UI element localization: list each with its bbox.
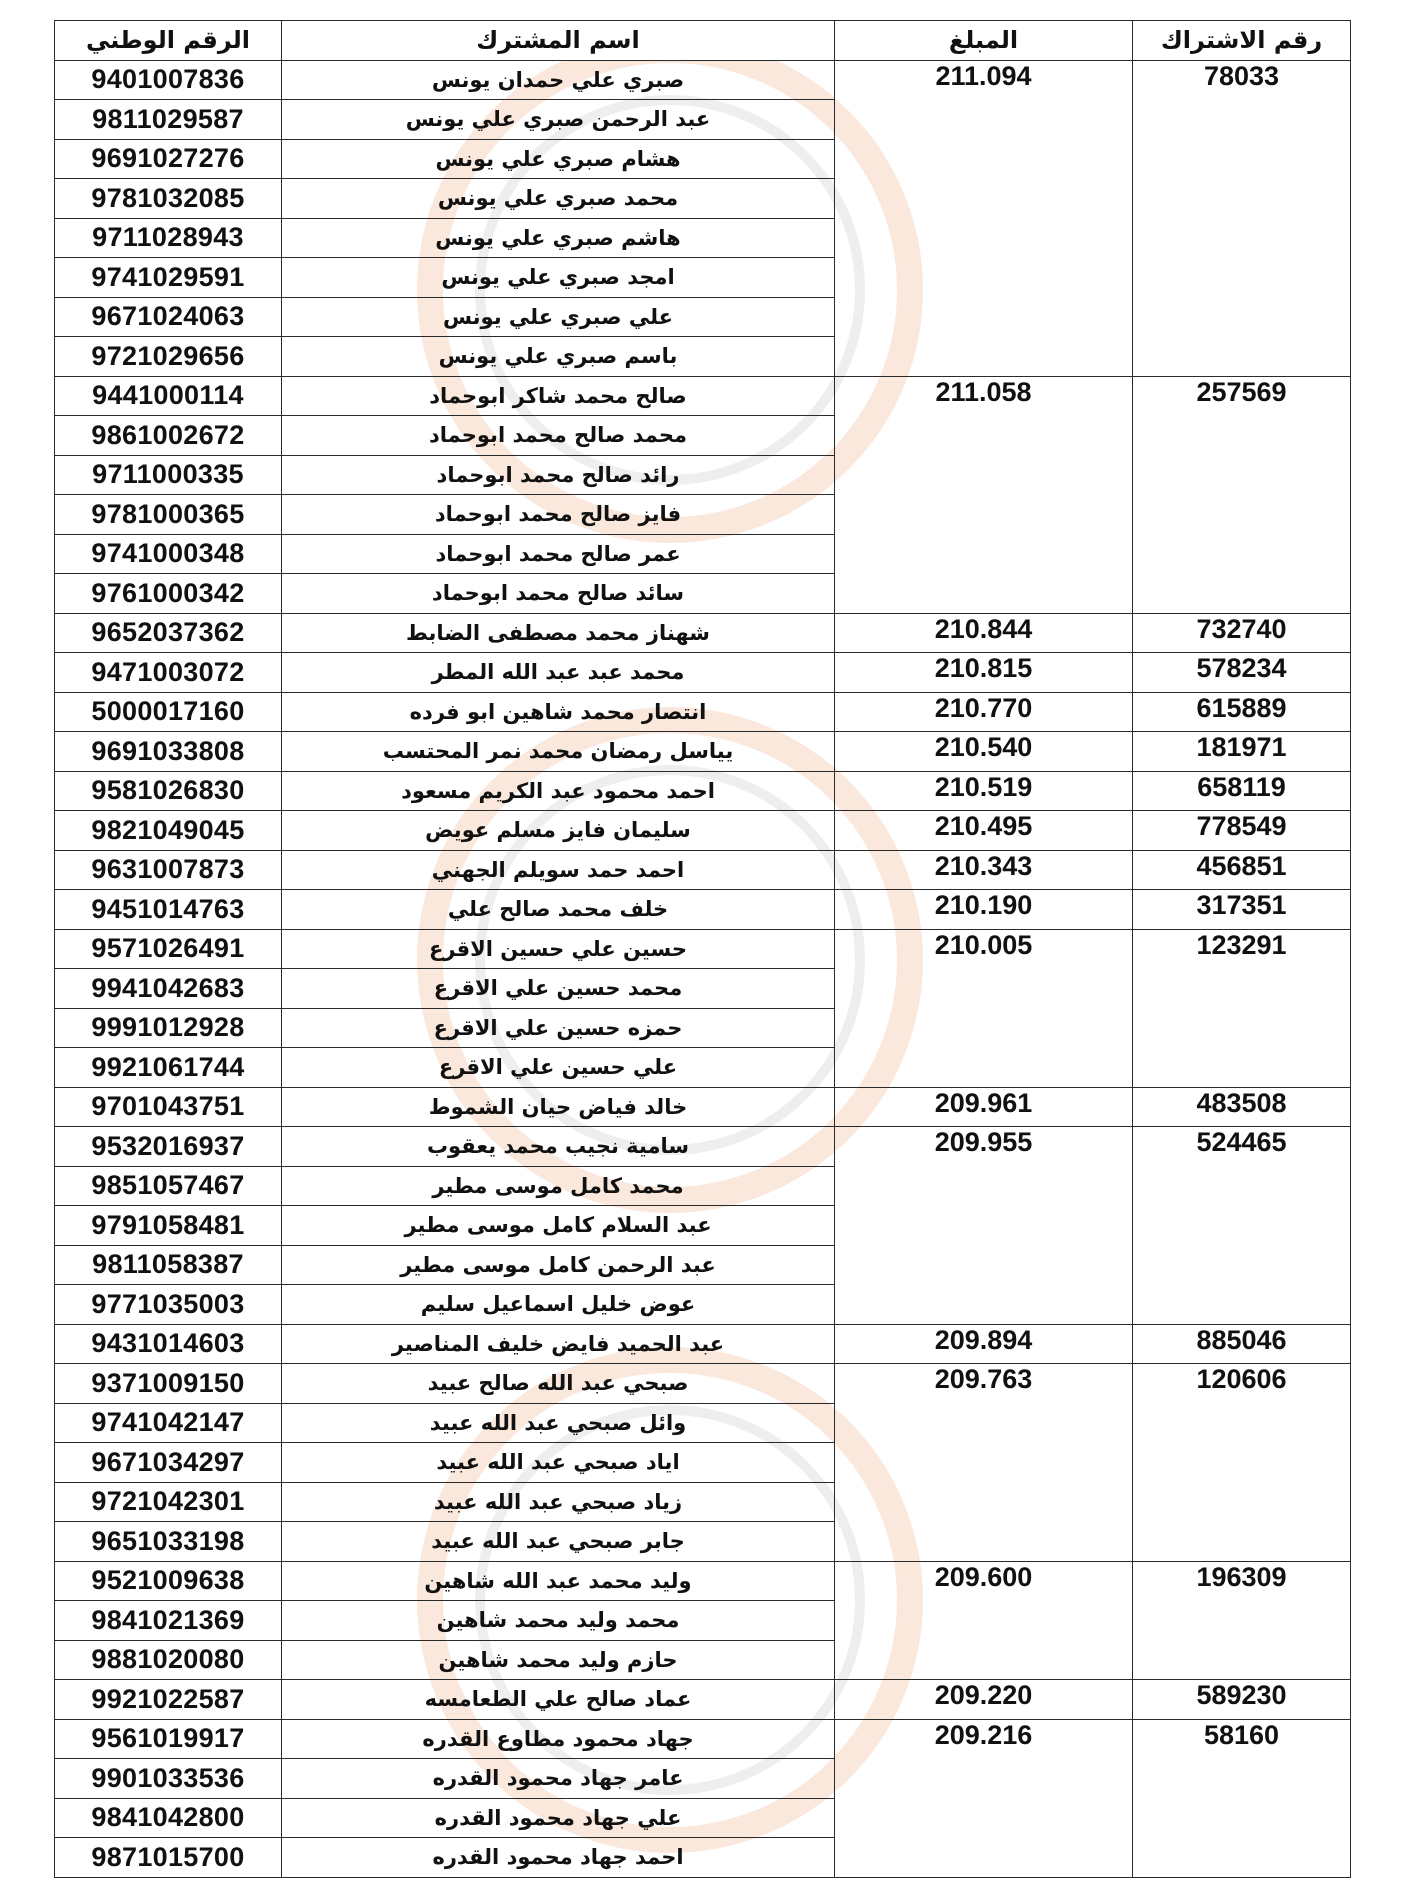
subscriber-name-cell: عبد الرحمن كامل موسى مطير [282, 1245, 835, 1285]
subscriber-name-cell: علي صبري علي يونس [282, 297, 835, 337]
amount-cell: 209.220 [835, 1680, 1133, 1720]
national-id-cell: 9791058481 [55, 1206, 282, 1246]
subscriber-name-cell: شهناز محمد مصطفى الضابط [282, 613, 835, 653]
national-id-cell: 9651033198 [55, 1522, 282, 1562]
national-id-cell: 9711028943 [55, 218, 282, 258]
national-id-cell: 9671024063 [55, 297, 282, 337]
national-id-cell: 9871015700 [55, 1838, 282, 1878]
subscriber-name-cell: جابر صبحي عبد الله عبيد [282, 1522, 835, 1562]
table-header-row [55, 21, 1351, 61]
national-id-cell: 9581026830 [55, 771, 282, 811]
subscriber-name-cell: عبد السلام كامل موسى مطير [282, 1206, 835, 1246]
subscriber-name-cell: خلف محمد صالح علي [282, 890, 835, 930]
national-id-cell: 9471003072 [55, 653, 282, 693]
subscription-number-cell: 578234 [1133, 653, 1351, 693]
national-id-cell: 9781032085 [55, 179, 282, 219]
table-row [55, 60, 1351, 100]
subscriber-name-cell: صبري علي حمدان يونس [282, 60, 835, 100]
subscriber-name-cell: عمر صالح محمد ابوحماد [282, 534, 835, 574]
table-row [55, 653, 1351, 693]
subscription-number-cell: 524465 [1133, 1127, 1351, 1325]
national-id-cell: 9851057467 [55, 1166, 282, 1206]
subscription-number-cell: 257569 [1133, 376, 1351, 613]
amount-cell: 210.495 [835, 811, 1133, 851]
subscriber-name-cell: علي حسين علي الاقرع [282, 1048, 835, 1088]
national-id-cell: 9921061744 [55, 1048, 282, 1088]
header-subscription-no: رقم الاشتراك [1133, 21, 1351, 61]
subscriber-name-cell: رائد صالح محمد ابوحماد [282, 455, 835, 495]
amount-cell: 210.190 [835, 890, 1133, 930]
amount-cell: 209.600 [835, 1561, 1133, 1680]
national-id-cell: 9571026491 [55, 929, 282, 969]
subscriber-name-cell: هاشم صبري علي يونس [282, 218, 835, 258]
subscriber-name-cell: محمد صالح محمد ابوحماد [282, 416, 835, 456]
national-id-cell: 9721029656 [55, 337, 282, 377]
subscriber-name-cell: عبد الرحمن صبري علي يونس [282, 100, 835, 140]
table-row [55, 1680, 1351, 1720]
subscriber-name-cell: امجد صبري علي يونس [282, 258, 835, 298]
amount-cell: 210.519 [835, 771, 1133, 811]
table-row [55, 929, 1351, 969]
subscriber-name-cell: باسم صبري علي يونس [282, 337, 835, 377]
national-id-cell: 9741029591 [55, 258, 282, 298]
subscription-number-cell: 778549 [1133, 811, 1351, 851]
subscriber-name-cell: علي جهاد محمود القدره [282, 1798, 835, 1838]
amount-cell: 209.763 [835, 1364, 1133, 1562]
table-row [55, 692, 1351, 732]
national-id-cell: 9701043751 [55, 1087, 282, 1127]
national-id-cell: 9401007836 [55, 60, 282, 100]
subscriber-name-cell: عماد صالح علي الطعامسه [282, 1680, 835, 1720]
table-body [55, 60, 1351, 1877]
table-row [55, 1127, 1351, 1167]
national-id-cell: 9881020080 [55, 1640, 282, 1680]
subscriber-name-cell: انتصار محمد شاهين ابو فرده [282, 692, 835, 732]
amount-cell: 210.540 [835, 732, 1133, 772]
header-amount: المبلغ [835, 21, 1133, 61]
national-id-cell: 9521009638 [55, 1561, 282, 1601]
subscriber-name-cell: محمد وليد محمد شاهين [282, 1601, 835, 1641]
table-row [55, 1324, 1351, 1364]
subscriber-name-cell: احمد جهاد محمود القدره [282, 1838, 835, 1878]
subscriber-name-cell: يياسل رمضان محمد نمر المحتسب [282, 732, 835, 772]
national-id-cell: 9671034297 [55, 1443, 282, 1483]
header-national-id: الرقم الوطني [55, 21, 282, 61]
subscription-number-cell: 78033 [1133, 60, 1351, 376]
subscription-number-cell: 317351 [1133, 890, 1351, 930]
national-id-cell: 9691027276 [55, 139, 282, 179]
national-id-cell: 9991012928 [55, 1008, 282, 1048]
national-id-cell: 9532016937 [55, 1127, 282, 1167]
table-row [55, 890, 1351, 930]
subscriber-table [54, 20, 1351, 1878]
table-row [55, 771, 1351, 811]
subscription-number-cell: 456851 [1133, 850, 1351, 890]
amount-cell: 209.216 [835, 1719, 1133, 1877]
subscriber-name-cell: حمزه حسين علي الاقرع [282, 1008, 835, 1048]
subscription-number-cell: 58160 [1133, 1719, 1351, 1877]
amount-cell: 210.343 [835, 850, 1133, 890]
national-id-cell: 9711000335 [55, 455, 282, 495]
subscriber-name-cell: محمد كامل موسى مطير [282, 1166, 835, 1206]
national-id-cell: 9901033536 [55, 1759, 282, 1799]
national-id-cell: 9861002672 [55, 416, 282, 456]
table-row [55, 613, 1351, 653]
national-id-cell: 9771035003 [55, 1285, 282, 1325]
national-id-cell: 9721042301 [55, 1482, 282, 1522]
subscriber-name-cell: جهاد محمود مطاوع القدره [282, 1719, 835, 1759]
table-row [55, 850, 1351, 890]
national-id-cell: 9841021369 [55, 1601, 282, 1641]
table-row [55, 1087, 1351, 1127]
national-id-cell: 9451014763 [55, 890, 282, 930]
table-row [55, 1364, 1351, 1404]
subscriber-name-cell: زياد صبحي عبد الله عبيد [282, 1482, 835, 1522]
subscription-number-cell: 483508 [1133, 1087, 1351, 1127]
subscriber-name-cell: اياد صبحي عبد الله عبيد [282, 1443, 835, 1483]
national-id-cell: 9741042147 [55, 1403, 282, 1443]
subscriber-name-cell: وائل صبحي عبد الله عبيد [282, 1403, 835, 1443]
subscriber-name-cell: سامية نجيب محمد يعقوب [282, 1127, 835, 1167]
subscription-number-cell: 196309 [1133, 1561, 1351, 1680]
national-id-cell: 9781000365 [55, 495, 282, 535]
subscription-number-cell: 120606 [1133, 1364, 1351, 1562]
subscriber-name-cell: احمد محمود عبد الكريم مسعود [282, 771, 835, 811]
national-id-cell: 9652037362 [55, 613, 282, 653]
subscription-number-cell: 181971 [1133, 732, 1351, 772]
national-id-cell: 9431014603 [55, 1324, 282, 1364]
subscriber-name-cell: عبد الحميد فايض خليف المناصير [282, 1324, 835, 1364]
subscription-number-cell: 589230 [1133, 1680, 1351, 1720]
subscriber-name-cell: عامر جهاد محمود القدره [282, 1759, 835, 1799]
national-id-cell: 9821049045 [55, 811, 282, 851]
national-id-cell: 9811058387 [55, 1245, 282, 1285]
amount-cell: 210.770 [835, 692, 1133, 732]
national-id-cell: 9691033808 [55, 732, 282, 772]
subscriber-name-cell: عوض خليل اسماعيل سليم [282, 1285, 835, 1325]
subscriber-name-cell: محمد عبد عبد الله المطر [282, 653, 835, 693]
national-id-cell: 5000017160 [55, 692, 282, 732]
subscriber-name-cell: وليد محمد عبد الله شاهين [282, 1561, 835, 1601]
header-subscriber-name: اسم المشترك [282, 21, 835, 61]
subscription-number-cell: 658119 [1133, 771, 1351, 811]
subscription-number-cell: 615889 [1133, 692, 1351, 732]
table-row [55, 376, 1351, 416]
national-id-cell: 9761000342 [55, 574, 282, 614]
national-id-cell: 9811029587 [55, 100, 282, 140]
subscriber-name-cell: حسين علي حسين الاقرع [282, 929, 835, 969]
subscriber-name-cell: محمد صبري علي يونس [282, 179, 835, 219]
national-id-cell: 9941042683 [55, 969, 282, 1009]
amount-cell: 210.005 [835, 929, 1133, 1087]
subscriber-name-cell: صبحي عبد الله صالح عبيد [282, 1364, 835, 1404]
amount-cell: 209.955 [835, 1127, 1133, 1325]
national-id-cell: 9741000348 [55, 534, 282, 574]
subscriber-name-cell: خالد فياض حيان الشموط [282, 1087, 835, 1127]
amount-cell: 211.094 [835, 60, 1133, 376]
subscriber-name-cell: هشام صبري علي يونس [282, 139, 835, 179]
subscriber-name-cell: محمد حسين علي الاقرع [282, 969, 835, 1009]
subscriber-name-cell: صالح محمد شاكر ابوحماد [282, 376, 835, 416]
amount-cell: 210.815 [835, 653, 1133, 693]
table-row [55, 1719, 1351, 1759]
amount-cell: 209.894 [835, 1324, 1133, 1364]
subscriber-name-cell: سليمان فايز مسلم عويض [282, 811, 835, 851]
national-id-cell: 9441000114 [55, 376, 282, 416]
subscriber-table-sheet [54, 20, 1350, 1875]
subscriber-name-cell: سائد صالح محمد ابوحماد [282, 574, 835, 614]
amount-cell: 210.844 [835, 613, 1133, 653]
national-id-cell: 9631007873 [55, 850, 282, 890]
subscriber-name-cell: حازم وليد محمد شاهين [282, 1640, 835, 1680]
national-id-cell: 9371009150 [55, 1364, 282, 1404]
amount-cell: 209.961 [835, 1087, 1133, 1127]
national-id-cell: 9561019917 [55, 1719, 282, 1759]
table-row [55, 1561, 1351, 1601]
subscription-number-cell: 732740 [1133, 613, 1351, 653]
national-id-cell: 9841042800 [55, 1798, 282, 1838]
subscriber-name-cell: احمد حمد سويلم الجهني [282, 850, 835, 890]
table-row [55, 732, 1351, 772]
subscriber-name-cell: فايز صالح محمد ابوحماد [282, 495, 835, 535]
subscription-number-cell: 885046 [1133, 1324, 1351, 1364]
national-id-cell: 9921022587 [55, 1680, 282, 1720]
amount-cell: 211.058 [835, 376, 1133, 613]
subscription-number-cell: 123291 [1133, 929, 1351, 1087]
table-row [55, 811, 1351, 851]
